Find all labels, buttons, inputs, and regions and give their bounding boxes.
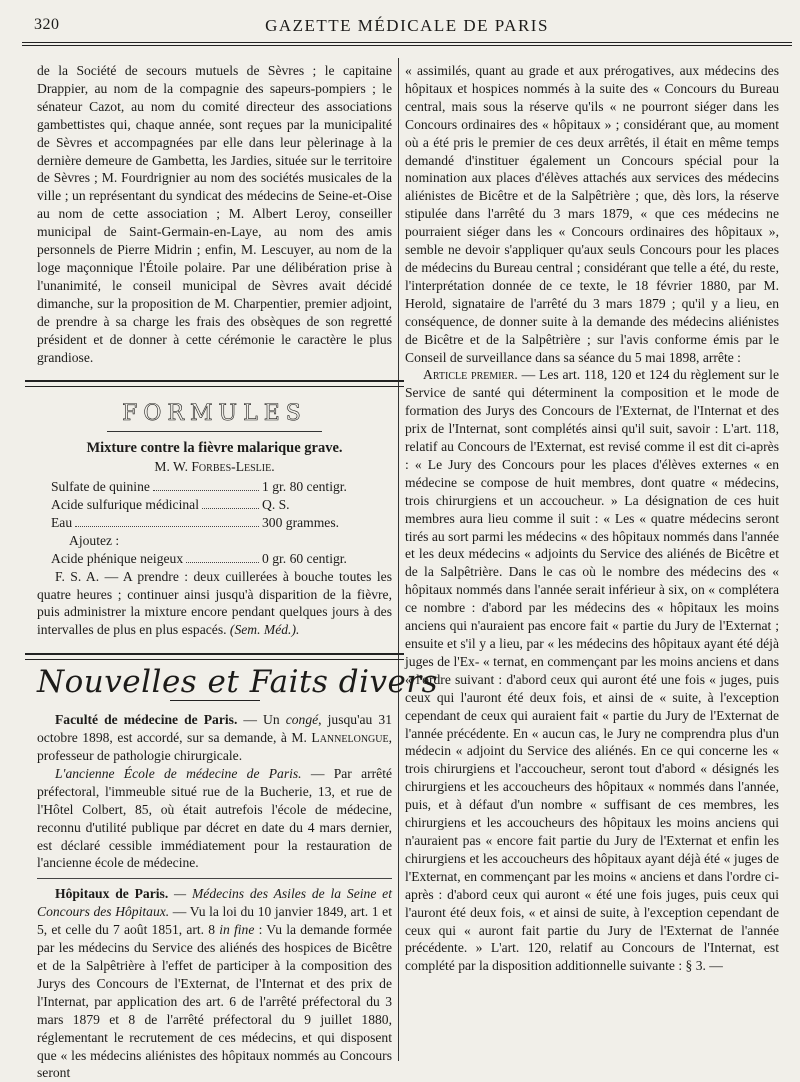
hopitaux-subtitle: — Médecins des Asiles de la Seine et Concours des Hôpitaux. xyxy=(37,886,392,920)
hopitaux-paragraph xyxy=(37,885,392,1082)
ingredient-name: Acide phénique neigeux xyxy=(51,550,184,566)
ecole-paragraph xyxy=(37,765,392,872)
ingredient-row xyxy=(37,478,392,496)
ingredient-row xyxy=(37,550,392,568)
recipe-author: M. W. Forbes-Leslie. xyxy=(154,459,275,475)
ingredient-qty: 1 gr. 80 centigr. xyxy=(262,479,347,495)
section-rule xyxy=(25,653,404,660)
page-number: 320 xyxy=(34,16,60,33)
header-rule xyxy=(22,42,792,46)
nouvelles-title: Nouvelles et Faits divers xyxy=(37,664,439,701)
article-paragraph xyxy=(405,366,779,975)
ingredient-row xyxy=(37,514,392,532)
recipe-title: Mixture contre la fièvre malarique grave. xyxy=(86,440,343,457)
running-title: GAZETTE MÉDICALE DE PARIS xyxy=(265,16,549,35)
hopitaux-text-a: — Vu la loi du 10 janvier 1849, art. 1 et 5, et celle du 7 août 1851, art. 8 xyxy=(37,904,392,938)
leader-dots xyxy=(202,508,259,509)
leader-dots xyxy=(186,562,259,563)
page-header xyxy=(22,14,792,36)
ajoutez-label: Ajoutez : xyxy=(69,532,120,548)
ingredient-qty: 300 grammes. xyxy=(262,514,340,530)
ecole-lead: L'ancienne École de médecine de Paris. xyxy=(55,765,302,781)
fsa-source: (Sem. Méd.). xyxy=(229,622,300,638)
ecole-text: — Par arrêté préfectoral, l'immeuble situé rue de la Bucherie, 13, et rue de l'Hôtel Colbert, 85, où était autrefois l'école de médecine, reconnu d'utilité publique par décret en date du 4 mars dernier, est déclaré cessible immédiatement pour la restauration de l'ancienne école de médecine. xyxy=(37,765,393,871)
leader-dots xyxy=(75,526,259,527)
nouvelles-underline xyxy=(170,700,260,701)
article-lead: Article premier. xyxy=(423,367,518,383)
fsa-paragraph xyxy=(37,568,392,640)
faculte-name: Lannelongue xyxy=(311,730,389,746)
faculte-lead: Faculté de médecine de Paris. xyxy=(55,712,238,728)
ingredient-name: Sulfate de quinine xyxy=(51,479,150,495)
ingredient-qty: Q. S. xyxy=(262,497,290,513)
right-column xyxy=(405,62,779,1065)
column-divider xyxy=(398,58,399,1061)
section-rule xyxy=(25,380,404,387)
ingredient-row xyxy=(37,496,392,514)
hopitaux-infine: in fine xyxy=(219,922,255,938)
fsa-text: F. S. A. — A prendre : deux cuillerées à bouche toutes les quatre heures ; continuer ainsi jusqu'à disparition de la fièvre, puis administrer la mixture encore pendant quelques jours à des intervalles de plus en plus espacés. xyxy=(37,568,392,638)
leader-dots xyxy=(153,490,259,491)
ingredient-name: Acide sulfurique médicinal xyxy=(51,497,199,513)
formules-title: FORMULES xyxy=(122,401,307,427)
faculte-conge: congé xyxy=(285,712,319,728)
decree-paragraph: « assimilés, quant au grade et aux prérogatives, aux médecins des hôpitaux et hospices nommés à la suite des « Concours du Bureau central, mais sous la réserve qu'ils « ne pourront siéger dans les Concours ordinaires des « hôpitaux » ; considérant que, au moment où a été pris le premier de ces deux arrêtés, il était en même temps demandé d'instituer également un Concours spécial pour la nomination aux places d'élèves attachés aux services des médecins aliénistes de Bicêtre et de la Salpêtrière ; que, dès lors, la réserve stipulée dans l'arrêté du 3 mars 1879, « que ces médecins ne pourraient siéger dans les « Concours ordinaires des hôpitaux », semble ne devoir s'appliquer qu'aux seuls Concours pour les places de médecins du Bureau central ; considérant que telle a été, du reste, l'interprétation donnée de ce texte, le 18 février 1880, par M. Herold, signataire de l'arrêté du 3 mars 1879 ; qu'il y a lieu, en conséquence, de donner suite à la demande des médecins aliénistes de Bicêtre et de la Salpêtrière ; sur l'avis conforme émis par le Conseil de surveillance dans sa séance du 5 mai 1898, arrête : xyxy=(405,63,779,365)
hopitaux-lead: Hôpitaux de Paris. xyxy=(55,886,169,902)
ingredient-name: Eau xyxy=(51,514,73,530)
intro-paragraph: de la Société de secours mutuels de Sèvres ; le capitaine Drappier, au nom de la compagnie des sapeurs-pompiers ; le sénateur Cazot, au nom du comité directeur des associations gambettistes qui, chaque année, sont reçues par la municipalité de Sèvres et accompagnées par elle dans leur pèlerinage à la dernière demeure de Gambetta, les Jardies, située sur le territoire de Sèvres ; M. Fourdrignier au nom des sociétés musicales de la ville ; un représentant du syndicat des médecins de Seine-et-Oise au nom de cette association ; M. Albert Leroy, conseiller municipal de Saint-Germain-en-Laye, au nom des amis personnels de Pierre Midrin ; enfin, M. Lescuyer, au nom de la loge maçonnique l'Étoile polaire. Par une délibération prise à l'unanimité, le conseil municipal de Sèvres avait décidé dimanche, sur la proposition de M. Charpentier, premier adjoint, de prendre à sa charge les frais des obsèques de son regretté président et de donner à cette cérémonie le caractère le plus grandiose. xyxy=(37,63,392,365)
faculte-text-c: , professeur de pathologie chirurgicale. xyxy=(37,730,392,763)
paragraph-rule xyxy=(37,878,392,879)
ingredient-qty: 0 gr. 60 centigr. xyxy=(262,550,347,566)
hopitaux-text-b: : Vu la demande formée par les médecins du Service des aliénés des hospices de Bicêtre et de la Salpêtrière à l'effet de participer à la composition des Jurys des Concours de l'Externat, de l'Internat et des prix de l'Internat, par application des art. 6 de l'arrêté préfectoral du 3 mars 1879 et 8 de l'arrêté préfectoral du 9 juillet 1880, réglementant le recrutement de ces médecins, et qui disposent que « les médecins aliénistes des hôpitaux nommés au Concours seront xyxy=(37,922,393,1081)
formules-underline xyxy=(107,431,322,432)
article-text: — Les art. 118, 120 et 124 du règlement sur le Service de santé qui déterminent la composition et le mode de formation des Jurys des Concours de l'Externat, de l'Internat et des prix de l'Internat, sont complétés ainsi qu'il suit, savoir : L'art. 118, relatif au Concours de l'Externat, est revisé comme il est dit ci-après : « Le Jury des Concours pour les places d'élèves externes « en médecine se compose de huit membres, dont quatre « médecins, trois chirurgiens et un accoucheur. » La désignation de ces huit membres aura lieu comme il suit : « Les « quatre médecins seront tirés au sort parmi les médecins « des hôpitaux nommés dans l'année et les deux médecins « adjoints du Service des aliénés de Bicêtre et de la Salpêtrière. Dans le cas où le nombre des médecins des « hôpitaux nommés dans l'année serait inférieur à six, on « complétera ce nombre : d'abord par les médecins des « hôpitaux les moins anciens qui n'auraient pas encore fait « partie du Jury de l'Externat ; ensuite et s'il y a lieu, par « les médecins des hôpitaux ayant été déjà juges de l'Ex- « ternat, en commençant par les moins anciens et dans « l'ordre suivant : d'abord ceux qui auront été une fois « juges, puis ceux qui l'auront été deux fois, et ainsi de « suite, à l'exception cependant de ceux qui auraient fait « partie du Jury de l'Externat de l'année précédente. En « aucun cas, le Jury ne comprendra plus d'un médecin « adjoint du Service des aliénés. En ce qui concerne les « trois chirurgiens et l'accoucheur, seront tout d'abord « désignés les chirurgiens et les accoucheurs des hôpitaux « nommés dans l'année, puis, et à défaut d'un nombre « suffisant de ces membres, les chirurgiens et les accoucheurs des hôpitaux les moins anciens qui n'auraient pas « encore fait partie du Jury de l'Externat et enfin les chirurgiens et les accoucheurs des hôpitaux ayant déjà été « juges de l'Externat, en commençant par les moins « anciens et dans l'ordre ci-après : d'abord ceux qui auront « été une fois juges, puis ceux qui l'auront été deux fois, « et ainsi de suite, à l'exception cependant de ceux qui « auront fait partie du Jury de l'Externat de l'année précédente. » L'art. 120, relatif au Concours de l'Internat, est complété par la disposition additionnelle suivante : § 3. — xyxy=(405,367,779,974)
left-column xyxy=(37,62,439,1081)
faculte-paragraph xyxy=(37,711,392,765)
faculte-text-a: — Un xyxy=(237,712,286,728)
faculte-text-b: , jusqu'au 31 octobre 1898, est accordé, sur sa demande, à M. xyxy=(37,712,392,746)
